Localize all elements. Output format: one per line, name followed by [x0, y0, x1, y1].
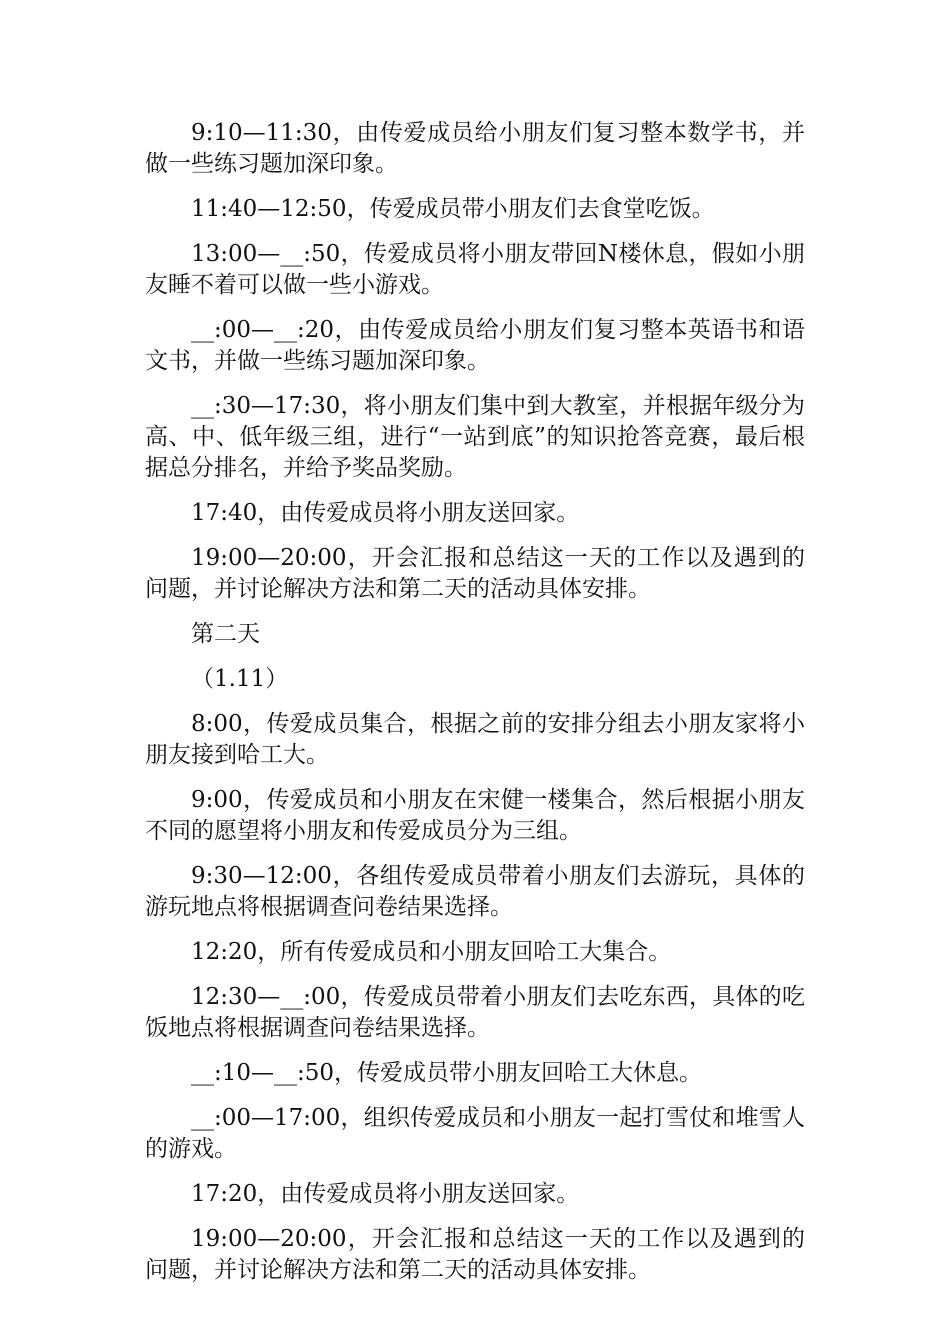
- schedule-paragraph: __:00—__:20，由传爱成员给小朋友们复习整本英语书和语文书，并做一些练习题加深印象。: [145, 317, 805, 374]
- schedule-paragraph: 17:20，由传爱成员将小朋友送回家。: [191, 1181, 580, 1207]
- schedule-paragraph: 12:30—__:00，传爱成员带着小朋友们去吃东西，具体的吃饭地点将根据调查问卷结果选择。: [145, 984, 805, 1041]
- schedule-paragraph: __:00—17:00，组织传爱成员和小朋友一起打雪仗和堆雪人的游戏。: [145, 1105, 805, 1162]
- schedule-paragraph: 11:40—12:50，传爱成员带小朋友们去食堂吃饭。: [191, 196, 715, 222]
- schedule-paragraph: 13:00—__:50，传爱成员将小朋友带回N楼休息，假如小朋友睡不着可以做一些小游戏。: [145, 241, 805, 298]
- schedule-paragraph: __:10—__:50，传爱成员带小朋友回哈工大休息。: [191, 1060, 703, 1086]
- schedule-paragraph: __:30—17:30，将小朋友们集中到大教室，并根据年级分为高、中、低年级三组，进行“一站到底”的知识抢答竞赛，最后根据总分排名，并给予奖品奖励。: [145, 393, 805, 481]
- schedule-paragraph: 9:10—11:30，由传爱成员给小朋友们复习整本数学书，并做一些练习题加深印象。: [145, 120, 805, 177]
- document-body: [145, 118, 805, 1300]
- schedule-paragraph: 12:20，所有传爱成员和小朋友回哈工大集合。: [191, 939, 672, 965]
- date-label: （1.11）: [191, 666, 289, 692]
- schedule-paragraph: 19:00—20:00，开会汇报和总结这一天的工作以及遇到的问题，并讨论解决方法和第二天的活动具体安排。: [145, 1226, 805, 1283]
- schedule-paragraph: 17:40，由传爱成员将小朋友送回家。: [191, 500, 580, 526]
- schedule-paragraph: 9:30—12:00，各组传爱成员带着小朋友们去游玩，具体的游玩地点将根据调查问卷结果选择。: [145, 863, 805, 920]
- day-heading: 第二天: [191, 621, 260, 647]
- schedule-paragraph: 19:00—20:00，开会汇报和总结这一天的工作以及遇到的问题，并讨论解决方法和第二天的活动具体安排。: [145, 545, 805, 602]
- schedule-paragraph: 8:00，传爱成员集合，根据之前的安排分组去小朋友家将小朋友接到哈工大。: [145, 711, 805, 768]
- schedule-paragraph: 9:00，传爱成员和小朋友在宋健一楼集合，然后根据小朋友不同的愿望将小朋友和传爱成员分为三组。: [145, 787, 805, 844]
